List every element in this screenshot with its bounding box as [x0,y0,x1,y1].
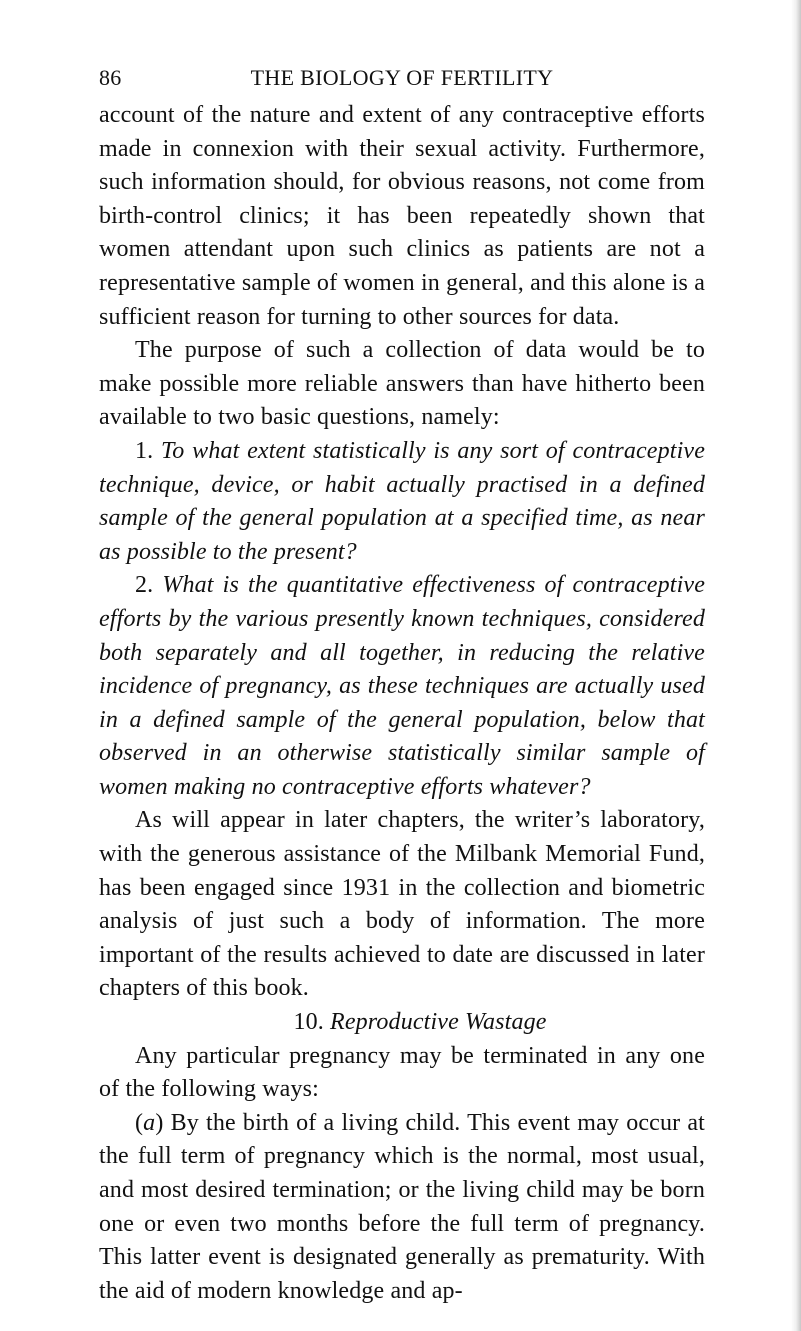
paragraph-continued: account of the nature and extent of any contraceptive efforts made in connexion with their sexual activity. Furthermore, such information should, for obvious reasons, not come from birth-control clinics; it has been repeatedly shown that women attendant upon such clinics as patients are not a representative sample of women in general, and this alone is a sufficient reason for turning to other sources for data. [99,102,705,330]
question-1-number: 1. [135,437,154,464]
item-a-close: ) [155,1109,164,1136]
paragraph-laboratory: As will appear in later chapters, the writer’s laboratory, with the generous assistance of the Milbank Memorial Fund, has been engaged since 1931 in the collection and biometric analysis of just such a body of information. The more important of the results achieved to date are discussed in later chapters of this book. [99,807,705,1002]
item-a-letter: a [143,1109,156,1136]
section-title: Reproductive Wastage [330,1009,547,1036]
item-a-open: ( [135,1109,144,1136]
question-1 [99,435,705,569]
list-item-a [99,1107,705,1309]
question-2-number: 2. [135,572,154,599]
section-heading [99,1006,705,1040]
item-a-text: By the birth of a living child. This event may occur at the full term of pregnancy which is the normal, most usual, and most desired termination; or the living child may be born one or even two months before the full term of pregnancy. This latter event is designated generally as prematurity. With the aid of modern knowledge and ap- [99,1109,705,1304]
running-title: THE BIOLOGY OF FERTILITY [250,65,554,90]
paragraph-purpose: The purpose of such a collection of data would be to make possible more reliable answers than have hitherto been available to two basic questions, namely: [99,337,705,431]
page-edge-shadow [791,0,801,1331]
question-1-text: To what extent statistically is any sort of contraceptive technique, device, or habit actually practised in a defined sample of the general population at a specified time, as near as possible to the present? [99,437,705,565]
question-2 [99,569,705,804]
paragraph-termination: Any particular pregnancy may be terminated in any one of the following ways: [99,1042,705,1103]
page-number: 86 [99,65,122,90]
section-number: 10. [293,1009,324,1036]
running-head [99,60,705,96]
body-text [99,99,705,1308]
question-2-text: What is the quantitative effectiveness of contraceptive efforts by the various presently known techniques, considered both separately and all together, in reducing the relative incidence of pregnancy, as these techniques are actually used in a defined sample of the general population, below that observed in an otherwise statistically similar sample of women making no contraceptive efforts whatever? [99,572,706,800]
